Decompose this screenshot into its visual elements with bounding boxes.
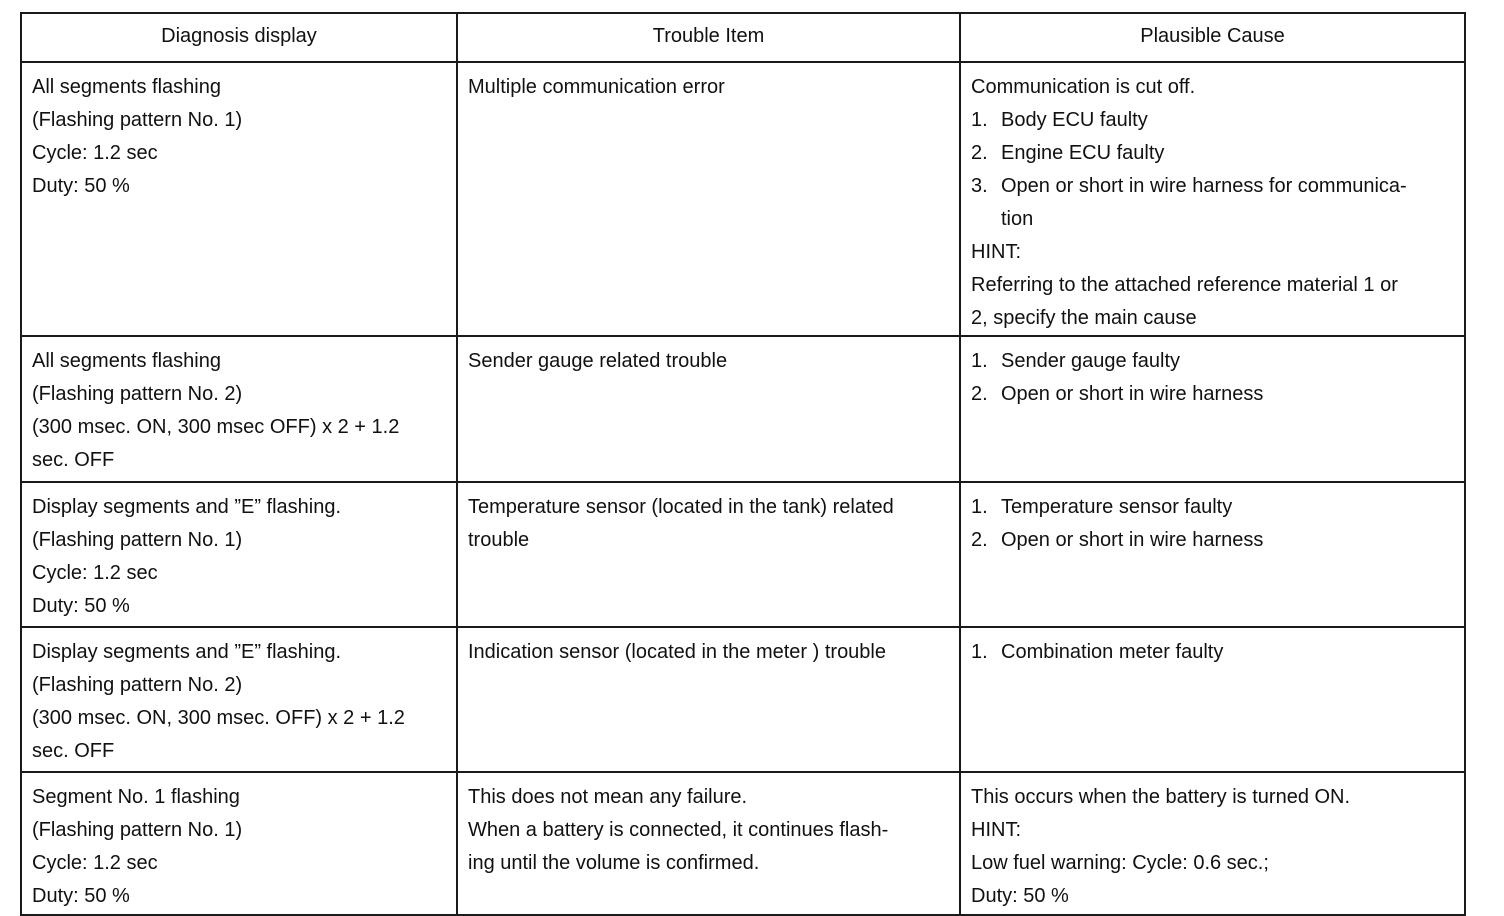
cause-item xyxy=(971,524,1454,557)
diagnosis-line: (Flashing pattern No. 1) xyxy=(32,109,243,131)
cause-item-continuation: tion xyxy=(1001,208,1034,230)
diagnosis-cell xyxy=(21,482,457,627)
cause-item-text: Body ECU faulty xyxy=(1001,109,1148,131)
header-row xyxy=(21,13,1465,62)
trouble-line: trouble xyxy=(468,529,530,551)
trouble-line: Temperature sensor (located in the tank) related xyxy=(468,496,894,518)
cause-item-number: 2. xyxy=(971,142,988,164)
trouble-line: ing until the volume is confirmed. xyxy=(468,852,760,874)
trouble-cell xyxy=(457,62,960,336)
cause-item-text: Open or short in wire harness xyxy=(1001,529,1264,551)
hint-line: Low fuel warning: Cycle: 0.6 sec.; xyxy=(971,852,1269,874)
diagnosis-cell xyxy=(21,62,457,336)
diagnosis-line: Duty: 50 % xyxy=(32,595,130,617)
header-diagnosis-display: Diagnosis display xyxy=(21,13,457,62)
diagnosis-line: Display segments and ”E” flashing. xyxy=(32,496,342,518)
cause-item-text: Engine ECU faulty xyxy=(1001,142,1165,164)
cause-item-number: 3. xyxy=(971,175,988,197)
table-row xyxy=(21,336,1465,482)
diagnosis-line: (Flashing pattern No. 1) xyxy=(32,819,243,841)
cause-intro: This occurs when the battery is turned ON. xyxy=(971,786,1351,808)
diagnosis-line: (300 msec. ON, 300 msec. OFF) x 2 + 1.2 xyxy=(32,707,405,729)
trouble-line: Sender gauge related trouble xyxy=(468,350,728,372)
cause-item xyxy=(971,137,1454,170)
diagnosis-line: sec. OFF xyxy=(32,740,115,762)
cause-item-number: 1. xyxy=(971,641,988,663)
diagnosis-line: All segments flashing xyxy=(32,350,221,372)
trouble-cell xyxy=(457,627,960,772)
cause-item xyxy=(971,636,1454,669)
diagnosis-line: (Flashing pattern No. 1) xyxy=(32,529,243,551)
diagnosis-line: Cycle: 1.2 sec xyxy=(32,852,158,874)
cause-item-number: 2. xyxy=(971,383,988,405)
cause-item-number: 1. xyxy=(971,350,988,372)
cause-cell xyxy=(960,772,1465,915)
diagnosis-line: Cycle: 1.2 sec xyxy=(32,142,158,164)
cause-cell xyxy=(960,62,1465,336)
diagnosis-cell xyxy=(21,772,457,915)
cause-cell xyxy=(960,627,1465,772)
cause-cell xyxy=(960,482,1465,627)
trouble-line: Indication sensor (located in the meter ) trouble xyxy=(468,641,886,663)
diagnosis-table xyxy=(20,12,1466,916)
diagnosis-line: Segment No. 1 flashing xyxy=(32,786,240,808)
cause-item-text: Open or short in wire harness xyxy=(1001,383,1264,405)
cause-item-text: Combination meter faulty xyxy=(1001,641,1224,663)
cause-item xyxy=(971,170,1454,236)
hint-label: HINT: xyxy=(971,819,1021,841)
diagnosis-line: (300 msec. ON, 300 msec OFF) x 2 + 1.2 xyxy=(32,416,400,438)
cause-item xyxy=(971,345,1454,378)
trouble-cell xyxy=(457,336,960,482)
table-row xyxy=(21,627,1465,772)
trouble-cell xyxy=(457,772,960,915)
cause-item-text: Open or short in wire harness for communica- xyxy=(1001,175,1407,197)
trouble-line: This does not mean any failure. xyxy=(468,786,748,808)
diagnosis-line: All segments flashing xyxy=(32,76,221,98)
diagnosis-line: (Flashing pattern No. 2) xyxy=(32,674,243,696)
cause-item-text: Sender gauge faulty xyxy=(1001,350,1181,372)
cause-item xyxy=(971,378,1454,411)
cause-item-number: 1. xyxy=(971,496,988,518)
diagnosis-cell xyxy=(21,627,457,772)
header-trouble-item: Trouble Item xyxy=(457,13,960,62)
header-plausible-cause: Plausible Cause xyxy=(960,13,1465,62)
cause-intro: Communication is cut off. xyxy=(971,76,1196,98)
diagnosis-line: Cycle: 1.2 sec xyxy=(32,562,158,584)
diagnosis-line: sec. OFF xyxy=(32,449,115,471)
diagnosis-line: Duty: 50 % xyxy=(32,885,130,907)
hint-line: Duty: 50 % xyxy=(971,885,1069,907)
diagnosis-line: (Flashing pattern No. 2) xyxy=(32,383,243,405)
trouble-cell xyxy=(457,482,960,627)
table-row xyxy=(21,772,1465,915)
hint-label: HINT: xyxy=(971,241,1021,263)
cause-item-number: 2. xyxy=(971,529,988,551)
cause-cell xyxy=(960,336,1465,482)
trouble-line: Multiple communication error xyxy=(468,76,725,98)
cause-item xyxy=(971,491,1454,524)
table-row xyxy=(21,482,1465,627)
diagnosis-line: Duty: 50 % xyxy=(32,175,130,197)
diagnosis-line: Display segments and ”E” flashing. xyxy=(32,641,342,663)
hint-line: 2, specify the main cause xyxy=(971,307,1197,329)
cause-item-text: Temperature sensor faulty xyxy=(1001,496,1233,518)
diagnosis-cell xyxy=(21,336,457,482)
cause-item xyxy=(971,104,1454,137)
trouble-line: When a battery is connected, it continues flash- xyxy=(468,819,889,841)
cause-item-number: 1. xyxy=(971,109,988,131)
table-row xyxy=(21,62,1465,336)
hint-line: Referring to the attached reference material 1 or xyxy=(971,274,1398,296)
